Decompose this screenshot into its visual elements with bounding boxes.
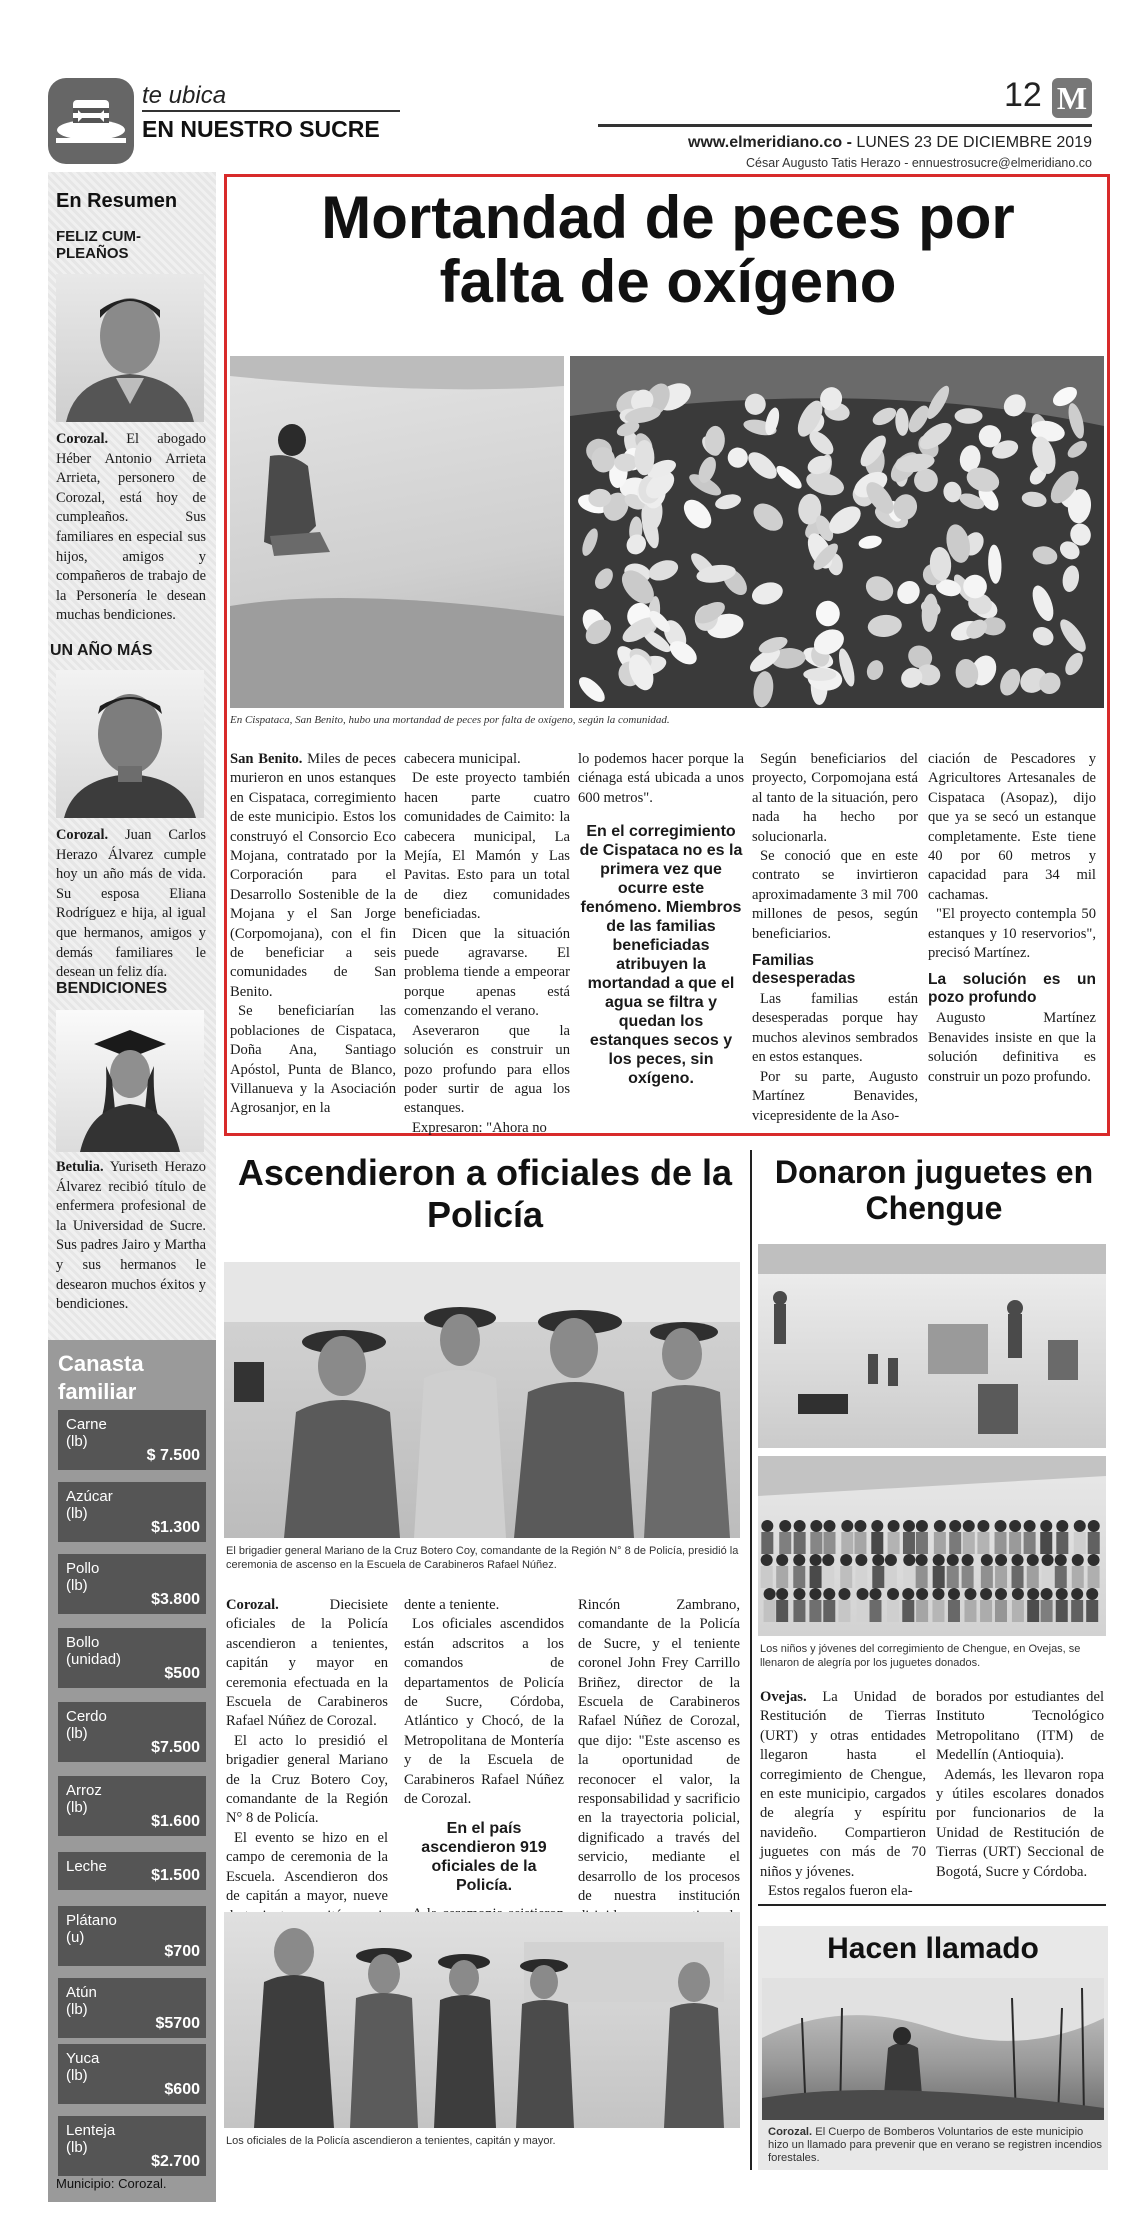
fire-dateline: Corozal. [768,2126,813,2138]
price-item-value: $1.300 [151,1519,200,1536]
main-dateline: San Benito. [230,751,303,767]
un-ano-heading: UN AÑO MÁS [50,642,153,659]
header-credit: César Augusto Tatis Herazo - ennuestrosucre@elmeridiano.co [746,156,1092,170]
toys-dateline: Ovejas. [760,1689,807,1705]
main-col-4: Según beneficiarios del proyecto, Corpomojana está al tanto de la situación, pero nada ha hecho por solucionarla. Se conoció que en este contrato se invirtieron aproximadamente 3 mil 700 millones de pesos, según beneficiarios. Familias desesperadas Las familias están desesperadas porque hay muchos alevinos sembrados en estos estanques. Por su parte, Augusto Martínez Benavides, vicepresidente de la Aso- [752,751,918,1124]
police-caption: El brigadier general Mariano de la Cruz Botero Coy, comandante de la Región N° 8 de Policía, presidió la ceremonia de ascenso en la Escuela de Carabineros Rafael Núñez. [226,1545,739,1571]
toys-caption: Los niños y jóvenes del corregimiento de Chengue, en Ovejas, se llenaron de alegría por los juguetes donados. [760,1643,1081,1669]
price-item-value: $700 [164,1943,200,1960]
price-row [58,1978,206,2038]
price-item-value: $5700 [155,2015,200,2032]
police-dateline: Corozal. [226,1597,279,1613]
price-item-name: Yuca (lb) [66,2050,100,2084]
toys-col-1: Ovejas. La Unidad de Restitución de Tierras (URT) y otras entidades llegaron hasta el corregimiento de Chengue, en este municipio, cargados de alegría y espíritu navideño. Compartieron juguetes con más de 70 niños y jóvenes. Estos regalos fueron ela- [760,1689,926,1900]
price-item-name: Cerdo (lb) [66,1708,107,1742]
woman-photo [230,356,564,708]
logo-letter: M [1056,80,1088,116]
site-url[interactable]: www.elmeridiano.co - [688,134,857,151]
sidebar-title: En Resumen [56,190,178,212]
sidebar [48,172,216,2202]
fire-text: Corozal. El Cuerpo de Bomberos Voluntarios de este municipio hizo un llamado para prevenir que en verano se registren incendios forestales. [768,2126,1102,2164]
police-col-2: dente a teniente. Los oficiales ascendidos están adscritos a los comandos de departamentos de Policía de Sucre, Córdoba, Atlántico y Chocó, de la Metropolitana de Montería y de la Escuela de Carabineros Rafael Núñez de Corozal. En el país ascendieron 919 oficiales de la Policía. [404,1597,564,1895]
price-item-value: $1.500 [151,1867,200,1884]
column-divider [750,1150,752,2170]
page-number: 12 [1004,76,1042,114]
price-item-name: Lenteja (lb) [66,2122,116,2156]
police-ceremony-photo [224,1912,740,2128]
price-item-name: Pollo (lb) [66,1560,100,1594]
issue-date: LUNES 23 DE DICIEMBRE 2019 [856,134,1092,151]
un-ano-lead: Corozal. [56,827,109,843]
main-photo-caption: En Cispataca, San Benito, hubo una mortandad de peces por falta de oxígeno, según la comunidad. [230,714,670,726]
price-item-value: $2.700 [151,2153,200,2170]
section-kicker: te ubica [142,82,227,109]
header-rule [598,124,1092,127]
price-row [58,1906,206,1966]
main-col-1: San Benito. Miles de peces murieron en unos estanques en Cispataca, corregimiento de este municipio. Estos los construyó el Consorcio Eco Mojana, contratado por la Corporación para el Desarrollo Sostenible de la Mojana y el San Jorge (Corpomojana), con el fin de beneficiar a seis comunidades de San Benito. Se beneficiarían las poblaciones de Cispataca, Doña Ana, Santiago Apóstol, Punta de Blanco, Villanueva y la Asociación Agrosanjor, en la [230,751,396,1117]
price-item-name: Plátano (u) [66,1912,117,1946]
birthday-text: Corozal. El abogado Héber Antonio Arrieta Arrieta, personero de Corozal, está hoy de cumpleaños. Sus familiares en especial sus hijos, amigos y compañeros de trabajo de la Personería le desean muchas bendiciones. [56,431,206,624]
toys-headline: Donaron juguetes en Chengue [774,1154,1094,1226]
toys-col-2: borados por estudiantes del Instituto Tecnológico Metropolitano (ITM) de Medellín (Antioquia). Además, les llevaron ropa y útiles escolares donados por funcionarios de la Unidad de Restitución de Tierras (URT) Seccional de Bogotá, Sucre y Córdoba. [936,1689,1104,1880]
fire-headline: Hacen llamado [827,1932,1039,1965]
toys-photo-2 [758,1456,1106,1636]
price-item-name: Leche [66,1858,107,1875]
price-item-name: Bollo (unidad) [66,1634,122,1668]
main-col-2: cabecera municipal. De este proyecto también hacen parte cuatro comunidades de Caimito: la cabecera municipal, La Mejía, El Mamón y Las Pavitas. Esto para un total de diez comunidades beneficiadas. Dicen que la situación puede agravarse. El problema tiende a empeorar porque apenas está comenzando el verano. Aseveraron que la solución es construir un pozo profundo para ellos poder surtir de agua los estanques. Expresaron: "Ahora no [404,751,570,1136]
price-row [58,2116,206,2176]
birthday-photo [56,274,204,422]
police-caption-2: Los oficiales de la Policía ascendieron a tenientes, capitán y mayor. [226,2135,556,2147]
price-item-name: Azúcar (lb) [66,1488,113,1522]
price-item-name: Arroz (lb) [66,1782,102,1816]
section-kicker-rule [142,110,400,112]
un-ano-photo [56,670,204,818]
graduate-photo [56,1010,204,1152]
price-row [58,1554,206,1614]
price-item-name: Carne (lb) [66,1416,107,1450]
birthday-heading: FELIZ CUM- PLEAÑOS [56,228,141,262]
toys-divider [758,1904,1106,1906]
price-row [58,2044,206,2104]
police-headline: Ascendieron a oficiales de la Policía [237,1152,733,1235]
price-row [58,1702,206,1762]
subhead-familias: Familias desesperadas [752,952,856,988]
un-ano-text: Corozal. Juan Carlos Herazo Álvarez cumple hoy un año más de vida. Su esposa Eliana Rodríguez e hija, al igual que hermanos, amigos y demás familiares le desean un feliz día. [56,827,206,981]
police-photo [224,1262,740,1538]
police-col-1: Corozal. Diecisiete oficiales de la Policía ascendieron a tenientes, capitán y mayor en ceremonia efectuada en la Escuela de Carabineros Rafael Núñez de Corozal. El acto lo presidió el brigadier general Mariano de la Cruz Botero Coy, comandante de la Región N° 8 de Policía. El evento se hizo en el campo de ceremonia de la Escuela. Ascendieron dos de capitán a mayor, nueve [226,1597,388,1905]
price-item-name: Atún (lb) [66,1984,97,2018]
main-col-3: lo podemos hacer porque la ciénaga está ubicada a unos 600 metros". En el corregimiento de Cispataca no es la primera vez que ocurre este fenómeno. Miembros de las familias beneficiadas atribuyen la mortandad a que el agua se filtra y quedan los estanques secos y los peces, sin oxígeno. [578,751,744,1088]
fire-photo [762,1978,1104,2120]
birthday-lead: Corozal. [56,431,109,447]
header-dateline [688,134,1092,152]
toys-photo-1 [758,1244,1106,1448]
canasta-footer: Municipio: Corozal. [56,2176,167,2191]
bendiciones-heading: BENDICIONES [56,980,168,997]
price-item-value: $1.600 [151,1813,200,1830]
canasta-title: Canasta familiar [58,1351,144,1404]
masthead-logo [1052,78,1092,118]
main-headline: Mortandad de peces por falta de oxígeno [321,184,1015,315]
main-pull-quote: En el corregimiento de Cispataca no es la primera vez que ocurre este fenómeno. Miembros de las familias beneficiadas atribuyen la mortandad a que el agua se filtra y quedan los estanques secos y los peces, sin oxígeno. [579,823,743,1088]
price-item-value: $600 [164,2081,200,2098]
price-row [58,1776,206,1836]
price-row [58,1410,206,1470]
graduate-lead: Betulia. [56,1159,104,1175]
price-row [58,1852,206,1890]
price-item-value: $3.800 [151,1591,200,1608]
subhead-solucion: La solución es un pozo profundo [928,971,1096,1007]
price-item-value: $ 7.500 [146,1447,200,1464]
graduate-text: Betulia. Yuriseth Herazo Álvarez recibió título de enfermera profesional de la Universidad de Sucre. Sus padres Jairo y Martha y sus hermanos le desearon muchos éxitos y bendiciones. [56,1159,206,1313]
price-item-value: $7.500 [151,1739,200,1756]
section-logo [48,78,134,164]
sombrero-icon [48,78,134,164]
dead-fish-photo [570,356,1104,708]
price-row [58,1482,206,1542]
price-item-value: $500 [164,1665,200,1682]
police-pull-quote: En el país ascendieron 919 oficiales de la Policía. [421,1820,547,1895]
police-col-3: Rincón Zambrano, comandante de la Policía de Sucre, y el teniente coronel John Frey Carrillo Briñez, director de la Escuela de Carabineros Rafael Núñez de Corozal, que dijo: "Este ascenso es la oportunidad de reconocer el valor, la responsabilidad y sacrificio en la trayectoria policial, dignificado a través del servicio, mediante el desarrollo de los procesos de nuestra institución [578,1597,740,1905]
section-title: EN NUESTRO SUCRE [142,116,380,142]
main-col-5: ciación de Pescadores y Agricultores Artesanales de Cispataca (Asopaz), dijo que ya se secó un estanque completamente. Este tiene 40 por 60 metros y capacidad para 34 mil cachamas. "El proyecto contempla 50 estanques y 10 reservorios", precisó Martínez. La solución es un pozo profundo Augusto Martínez Benavides insiste en que la solución definitiva es construir un pozo profundo. [928,751,1096,1085]
price-row [58,1628,206,1688]
